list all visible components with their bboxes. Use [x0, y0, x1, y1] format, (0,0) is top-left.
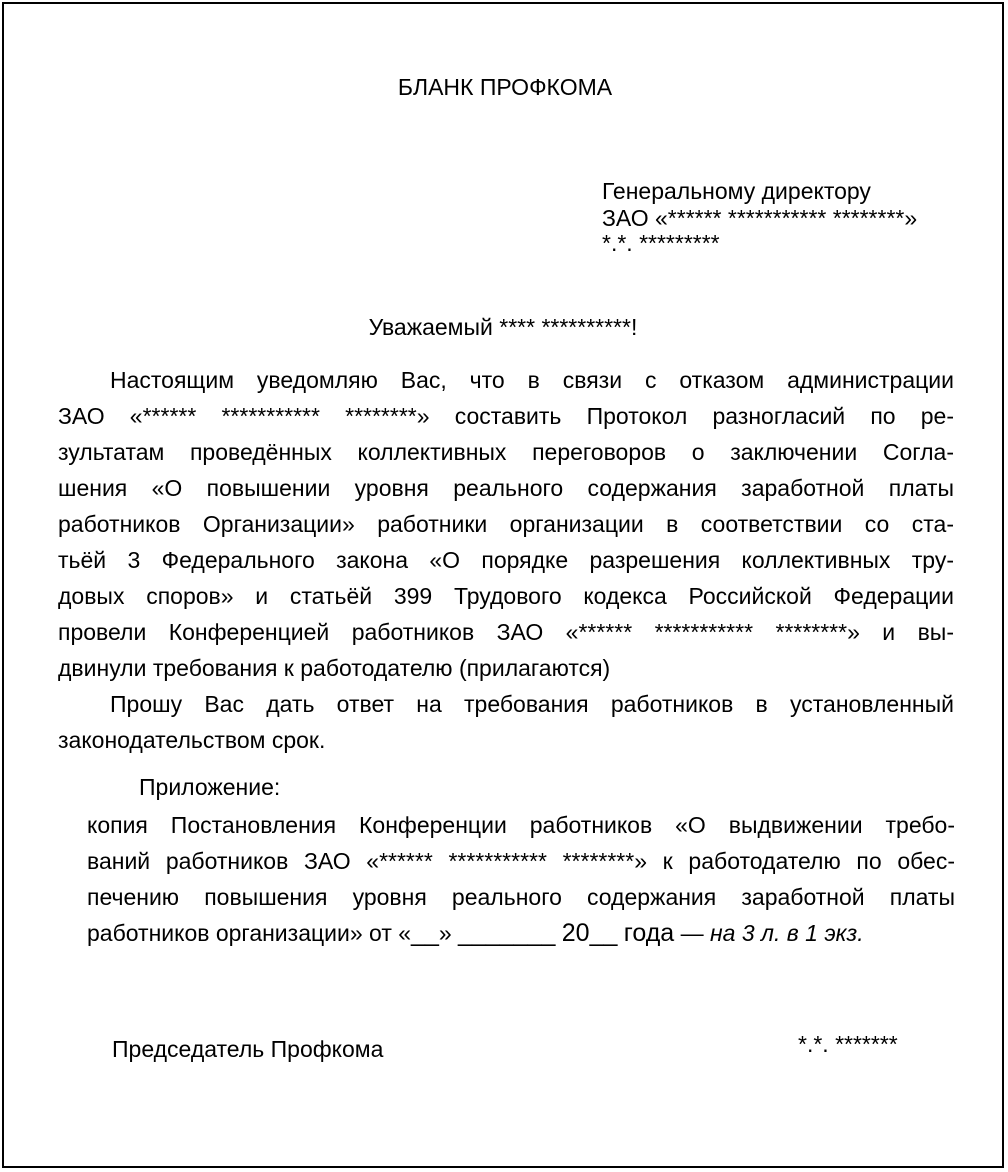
paragraph-line: тьёй 3 Федерального закона «О порядке разрешения коллективных тру- — [58, 547, 954, 573]
month-blank: _______ — [458, 919, 556, 947]
year-word: года — [623, 919, 675, 947]
year-blank: __ — [589, 919, 618, 947]
paragraph-line: зультатам проведённых коллективных переговоров о заключении Согла- — [58, 439, 954, 465]
attachment-line: копия Постановления Конференции работников «О выдвижении требо- — [87, 812, 955, 838]
paragraph-line: провели Конференцией работников ЗАО «****** *********** ********» и вы- — [58, 619, 954, 645]
paragraph-line: работников Организации» работники организации в соответствии со ста- — [58, 511, 954, 537]
signatory-name: *.*. ******* — [798, 1031, 898, 1057]
paragraph-line: Настоящим уведомляю Вас, что в связи с отказом администрации — [110, 367, 954, 393]
attachment-last-line — [87, 915, 955, 951]
body-paragraph-2 — [58, 686, 954, 758]
attachment-line: ваний работников ЗАО «****** *********** ********» к работодателю по обес- — [87, 848, 955, 874]
attachment-text — [87, 807, 955, 951]
paragraph-line: ЗАО «****** *********** ********» составить Протокол разногласий по ре- — [58, 403, 954, 429]
addressee-position: Генеральному директору — [602, 178, 871, 204]
attachment-heading: Приложение: — [139, 774, 281, 800]
signatory-position: Председатель Профкома — [112, 1036, 384, 1062]
addressee-name: *.*. ********* — [602, 230, 720, 256]
close-quote: » — [438, 920, 452, 946]
addressee-company: ЗАО «****** *********** ********» — [602, 205, 918, 231]
paragraph-line: Прошу Вас дать ответ на требования работников в установленный — [110, 691, 954, 717]
attachment-line-text: работников организации» от « — [87, 920, 412, 946]
paragraph-line: довых споров» и статьёй 399 Трудового кодекса Российской Федерации — [58, 583, 954, 609]
attachment-line: печению повышения уровня реального содержания заработной платы — [87, 884, 955, 910]
body-paragraph-1 — [58, 362, 954, 686]
document-title: БЛАНК ПРОФКОМА — [397, 74, 613, 100]
dash: — — [680, 920, 704, 946]
paragraph-line: двинули требования к работодателю (прилагаются) — [58, 655, 611, 681]
greeting: Уважаемый **** **********! — [368, 314, 638, 340]
pages-note: на 3 л. в 1 экз. — [709, 920, 864, 946]
paragraph-line: законодательством срок. — [58, 727, 326, 753]
document-page — [2, 2, 1004, 1168]
year-prefix: 20 — [561, 919, 590, 947]
day-blank: __ — [411, 919, 439, 947]
paragraph-line: шения «О повышении уровня реального содержания заработной платы — [58, 475, 954, 501]
